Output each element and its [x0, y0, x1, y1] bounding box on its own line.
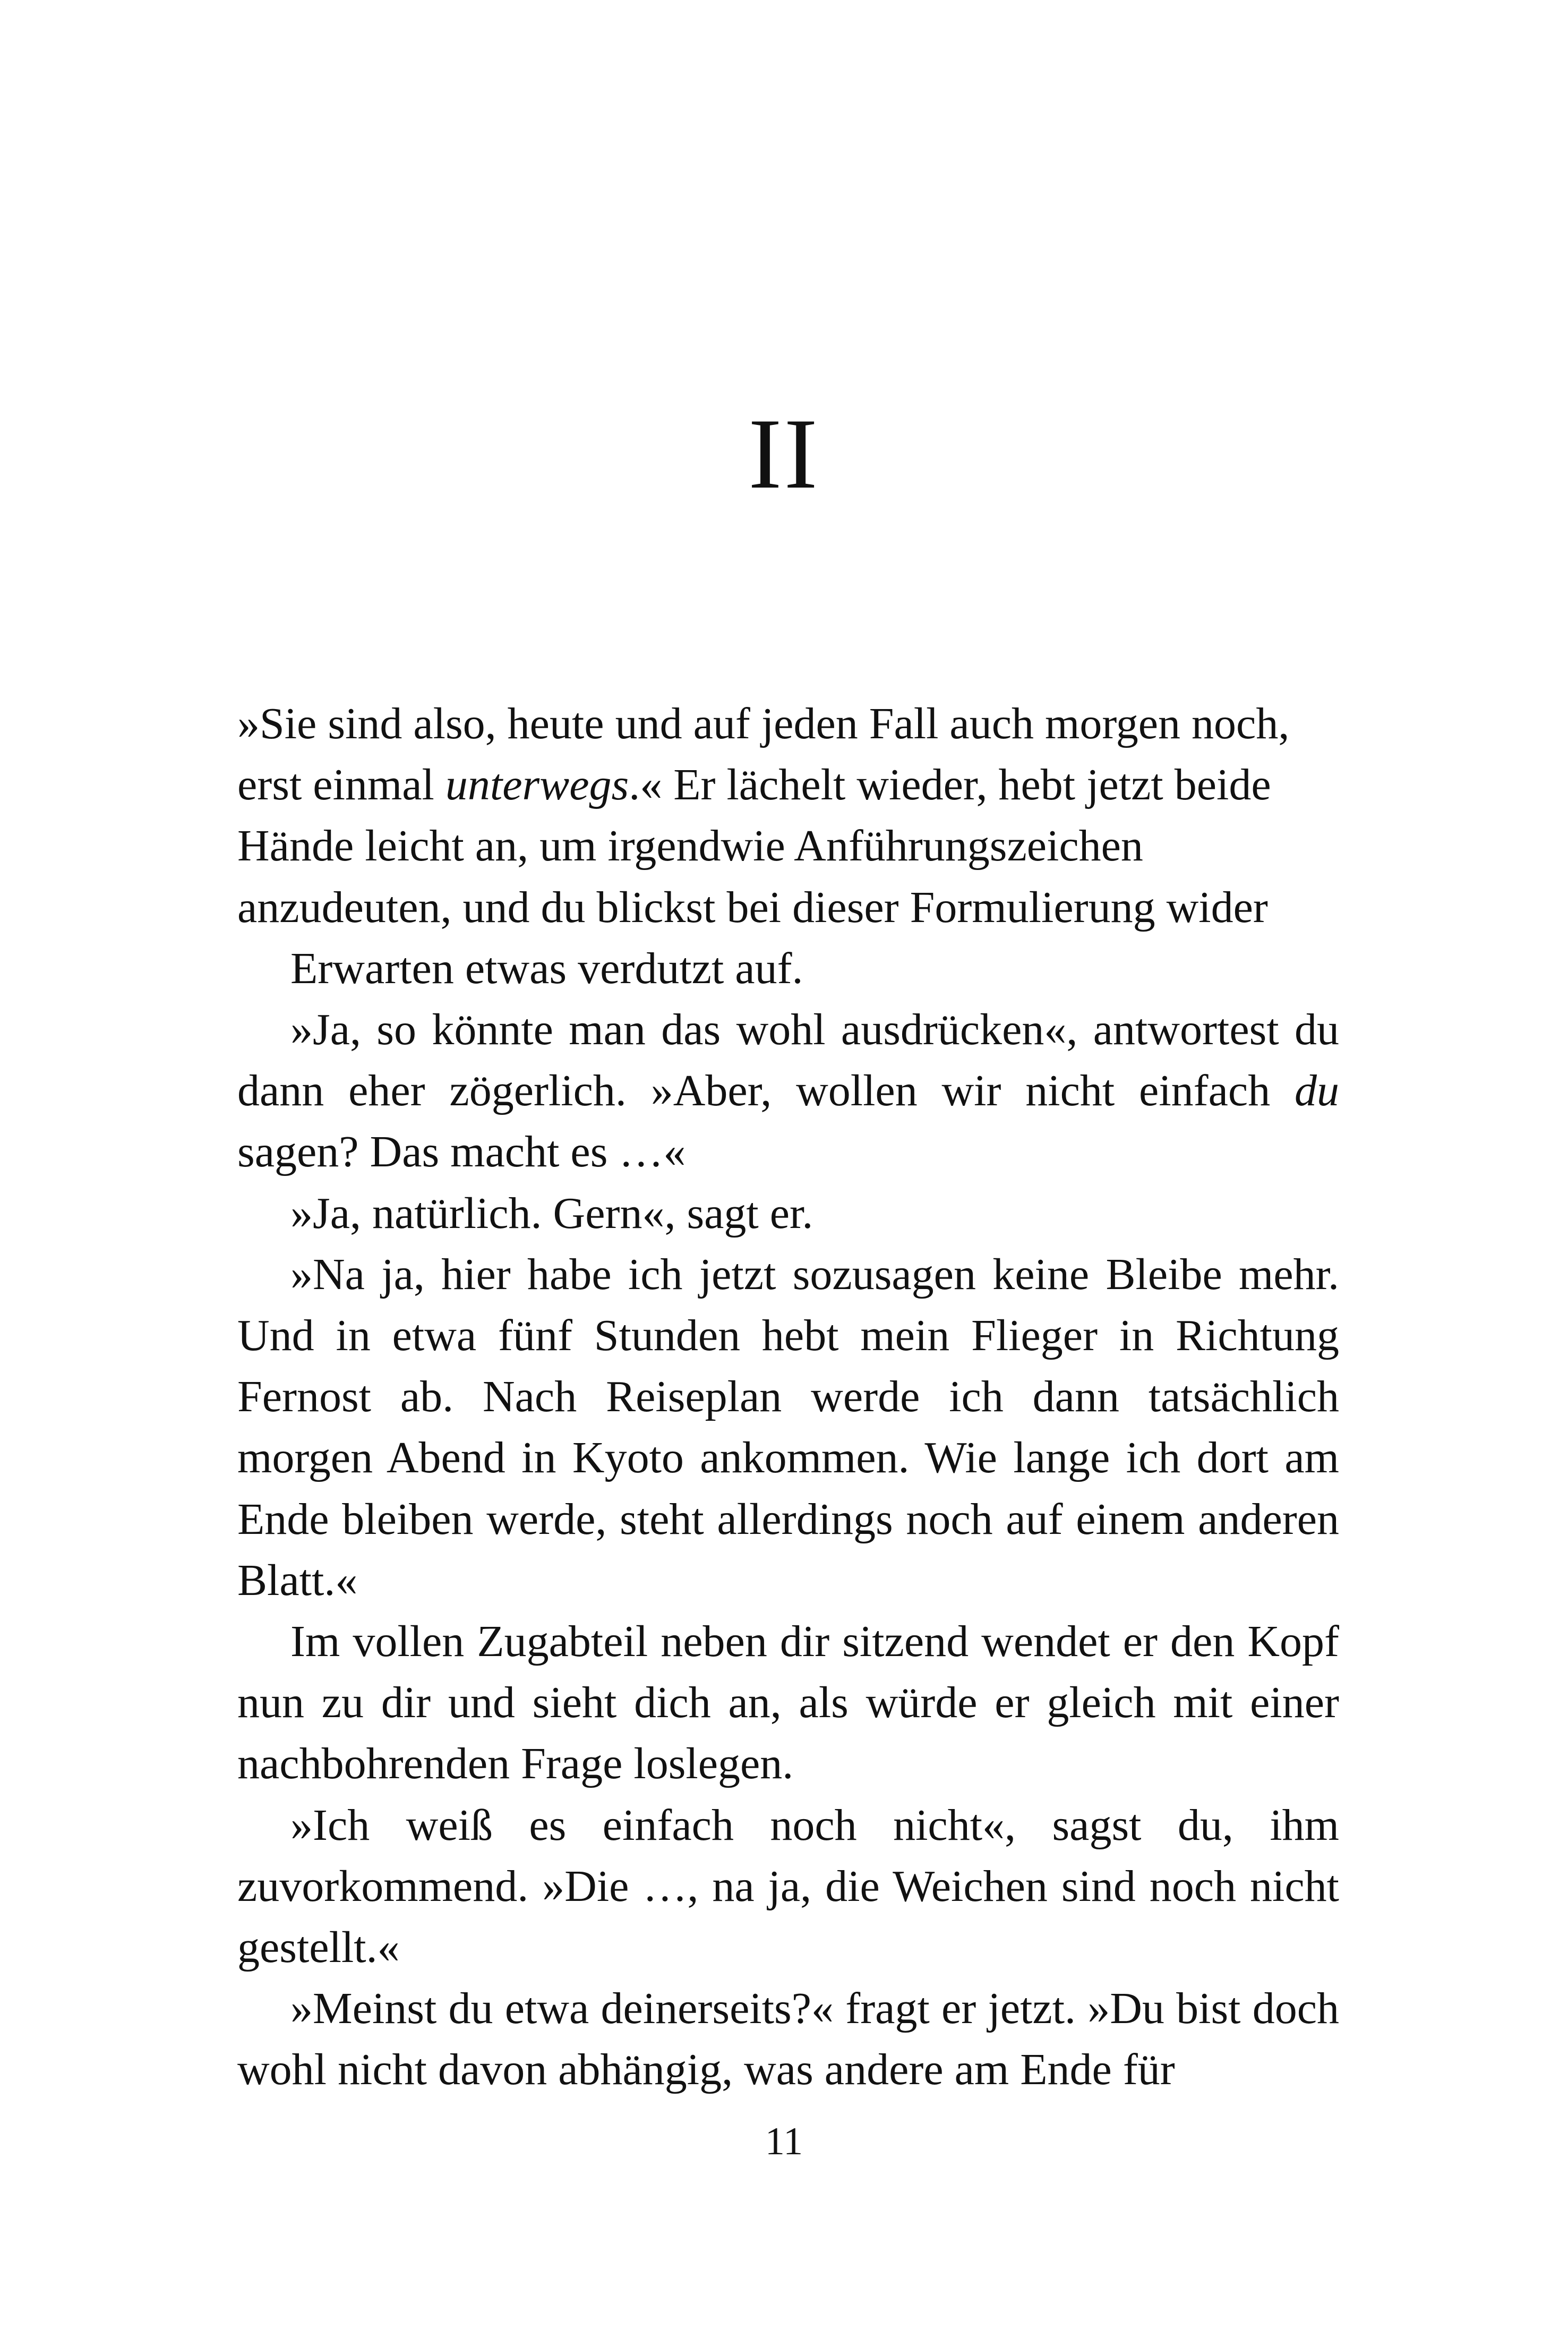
paragraph-2-emphasis: du [1295, 1066, 1339, 1116]
paragraph-2-text-b: sagen? Das macht es …« [237, 1127, 686, 1177]
page-number: 11 [765, 2120, 803, 2163]
paragraph-1-text-a: »Sie sind also, heute und auf jeden Fall auch morgen noch, erst einmal [237, 699, 1290, 810]
paragraph-2 [237, 999, 1339, 1183]
chapter-heading: II [748, 398, 820, 510]
paragraph-6: »Ich weiß es einfach noch nicht«, sagst du, ihm zuvorkommend. »Die …, na ja, die Weichen sind noch nicht gestellt.« [237, 1800, 1339, 1973]
paragraph-1 [237, 693, 1339, 999]
body-text [237, 693, 1339, 2101]
paragraph-3: »Ja, natürlich. Gern«, sagt er. [290, 1188, 813, 1238]
paragraph-1-text-c: Erwarten etwas verdutzt auf. [290, 943, 803, 993]
paragraph-5: Im vollen Zugabteil neben dir sitzend wendet er den Kopf nun zu dir und sieht dich an, als würde er gleich mit einer nachbohrenden Frage loslegen. [237, 1617, 1339, 1789]
paragraph-1-emphasis: unterwegs [445, 760, 629, 810]
paragraph-1-text-b: .« Er lächelt wieder, hebt jetzt beide Hände leicht an, um irgendwie Anführungszeichen anzudeuten, und du blickst bei dieser Formulierung wider [237, 760, 1271, 932]
paragraph-4: »Na ja, hier habe ich jetzt sozusagen keine Bleibe mehr. Und in etwa fünf Stunden hebt mein Flieger in Richtung Fernost ab. Nach Reiseplan werde ich dann tatsächlich morgen Abend in Kyoto ankommen. Wie lange ich dort am Ende bleiben werde, steht allerdings noch auf einem anderen Blatt.« [237, 1249, 1339, 1605]
paragraph-7: »Meinst du etwa deinerseits?« fragt er jetzt. »Du bist doch wohl nicht davon abhängig, was andere am Ende für [237, 1984, 1339, 2095]
paragraph-2-text-a: »Ja, so könnte man das wohl ausdrücken«, antwortest du dann eher zögerlich. »Aber, wollen wir nicht einfach [237, 1005, 1339, 1116]
